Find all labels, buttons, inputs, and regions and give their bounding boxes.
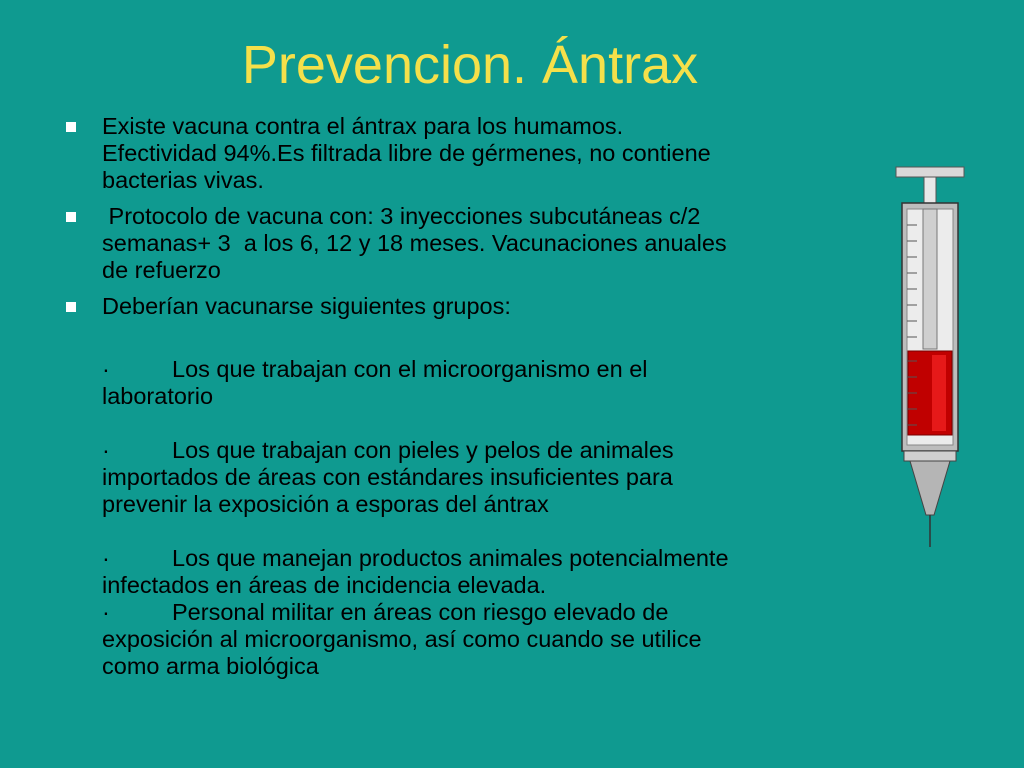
bullet-item <box>60 203 860 284</box>
middle-dot: · <box>102 437 110 463</box>
group-item <box>60 599 860 680</box>
bullet-text-line: bacterias vivas. <box>102 167 264 193</box>
group-text-line: laboratorio <box>102 383 214 409</box>
bullet-text-line: Efectividad 94%.Es filtrada libre de gérmenes, no contiene <box>102 140 711 166</box>
group-text-line: infectados en áreas de incidencia elevada. <box>102 572 547 598</box>
group-item <box>60 437 860 518</box>
square-bullet-icon <box>66 212 76 222</box>
bullet-text-line: de refuerzo <box>102 257 221 283</box>
bullet-text-line: Deberían vacunarse siguientes grupos: <box>102 293 511 319</box>
square-bullet-icon <box>66 302 76 312</box>
middle-dot: · <box>102 599 110 625</box>
group-text-line: prevenir la exposición a esporas del ántrax <box>102 491 549 517</box>
middle-dot: · <box>102 545 110 571</box>
bullet-item <box>60 113 860 194</box>
slide-content <box>60 113 860 680</box>
square-bullet-icon <box>66 122 76 132</box>
group-text-line: Los que manejan productos animales potencialmente <box>172 545 729 571</box>
group-item <box>60 356 860 410</box>
group-text-line: Los que trabajan con el microorganismo en el <box>172 356 648 382</box>
syringe-icon <box>890 165 970 550</box>
bullet-text-line: Existe vacuna contra el ántrax para los humamos. <box>102 113 624 139</box>
group-item <box>60 545 860 599</box>
slide-title: Prevencion. Ántrax <box>241 35 699 95</box>
middle-dot: · <box>102 356 110 382</box>
bullet-item <box>60 293 860 320</box>
group-text-line: como arma biológica <box>102 653 319 679</box>
bullet-text-line: semanas+ 3 a los 6, 12 y 18 meses. Vacunaciones anuales <box>102 230 727 256</box>
group-text-line: Los que trabajan con pieles y pelos de animales <box>172 437 674 463</box>
group-text-line: exposición al microorganismo, así como cuando se utilice <box>102 626 702 652</box>
group-text-line: Personal militar en áreas con riesgo elevado de <box>172 599 669 625</box>
group-text-line: importados de áreas con estándares insuficientes para <box>102 464 673 490</box>
bullet-text-line: Protocolo de vacuna con: 3 inyecciones subcutáneas c/2 <box>102 203 701 229</box>
